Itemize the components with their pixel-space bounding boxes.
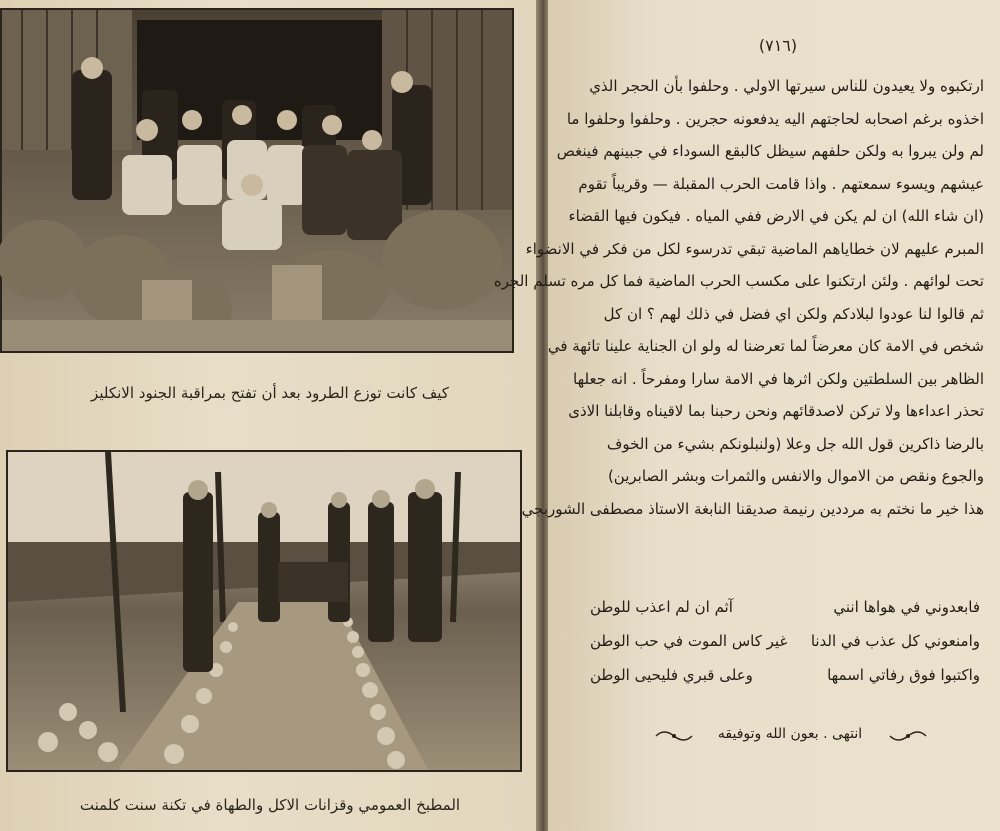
text-line: الظاهر بين السلطتين ولكن اثرها في الامة سارا ومفرحاً . انه جعلها xyxy=(573,369,984,388)
caption-bottom: المطبخ العمومي وقزانات الاكل والطهاة في تكنة سنت كلمنت xyxy=(79,796,461,814)
text-line: ثم قالوا لنا عودوا لبلادكم ولكن اي فضل في ذلك لهم ؟ ان كل xyxy=(603,304,984,323)
poem-verse xyxy=(590,590,980,624)
text-line: تحذر اعداءها ولا تركن لاصدقائهم ونحن رحبنا بما لاقيناه وقابلنا الاذى xyxy=(568,402,984,420)
text-line: (ان شاء الله) ان لم يكن في الارض ففي المياه . فيكون فيها القضاء xyxy=(568,207,984,225)
text-line: المبرم عليهم لان خطاياهم الماضية تبقي تدرسوء لكل من فكر في الانضواء xyxy=(525,239,984,258)
poem-second-hemistich: وعلى قبري فليحيى الوطن xyxy=(590,666,753,684)
poem-verse xyxy=(590,624,980,658)
ornament-right-icon xyxy=(888,728,928,744)
photo-parcel-distribution xyxy=(0,8,514,353)
page-number: (٧١٦) xyxy=(758,36,798,55)
text-line: اخذوه برغم اصحابه لحاجتهم اليه يدفعونه حجرين . وحلفوا وحلفوا ما xyxy=(566,109,984,128)
poem-second-hemistich: آثم ان لم اعذب للوطن xyxy=(590,598,733,616)
text-line: تحت لوائهم . ولئن ارتكنوا على مكسب الحرب الماضية فما كل مره تسلم الجره xyxy=(493,272,984,290)
text-line: لم ولن يبروا به ولكن حلفهم سيظل كالبقع السوداء في جبينهم فينغص xyxy=(556,142,984,160)
poem-first-hemistich: فابعدوني في هواها انني xyxy=(833,598,980,616)
text-line: والجوع ونقص من الاموال والانفس والثمرات وبشر الصابرين) xyxy=(607,467,984,485)
text-line: شخص في الامة كان معرضاً لما تعرضنا له ولو ان الجناية علينا تائهة في xyxy=(547,337,984,355)
text-line: عيشهم ويسوء سمعتهم . واذا قامت الحرب المقبلة — وقريباً تقوم xyxy=(578,174,984,193)
text-line: بالرضا ذاكرين قول الله جل وعلا (ولنبلونكم بشيء من الخوف xyxy=(606,434,984,453)
text-line: هذا خير ما نختم به مرددين رنيمة صديقنا النابغة الاستاذ مصطفى الشوربجي xyxy=(521,499,984,518)
caption-top: كيف كانت توزع الطرود بعد أن تفتح بمراقبة الجنود الانكليز xyxy=(91,384,449,402)
photo-public-kitchen xyxy=(6,450,522,772)
text-line: ارتكبوه ولا يعيدون للناس سيرتها الاولي . وحلفوا بأن الحجر الذي xyxy=(589,77,984,95)
poem-verse xyxy=(590,658,980,692)
poem-first-hemistich: وامنعوني كل عذب في الدنا xyxy=(810,632,980,650)
ending-text: انتهى . بعون الله وتوفيقه xyxy=(717,726,863,742)
ornament-left-icon xyxy=(654,728,694,744)
poem-second-hemistich: غير كاس الموت في حب الوطن xyxy=(590,632,788,650)
poem-first-hemistich: واكتبوا فوق رفاتي اسمها xyxy=(827,666,980,684)
poem xyxy=(590,590,980,692)
body-text xyxy=(493,70,984,525)
